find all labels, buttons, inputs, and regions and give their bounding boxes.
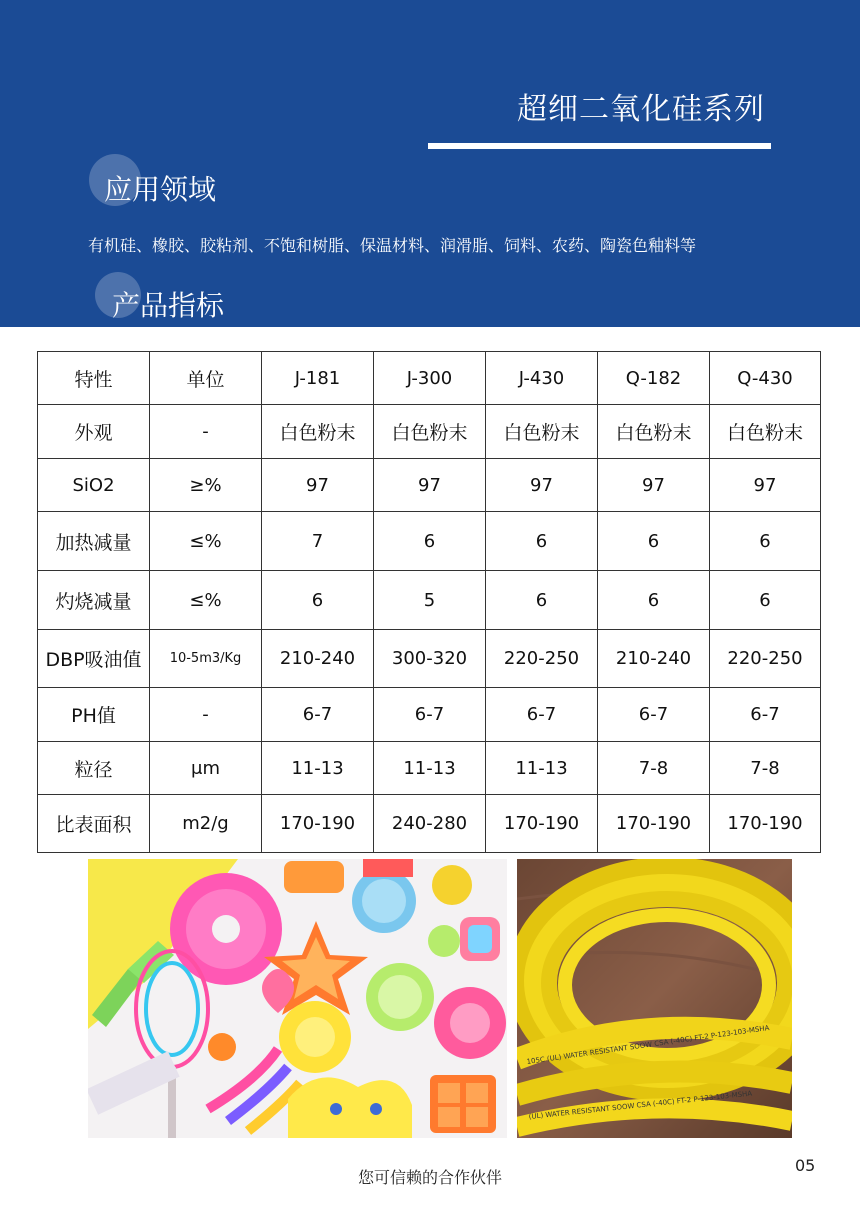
table-cell: 220-250 <box>486 630 598 688</box>
table-row <box>38 630 821 688</box>
series-title: 超细二氧化硅系列 <box>517 92 765 127</box>
header-banner <box>0 0 860 327</box>
page-number: 05 <box>795 1156 816 1175</box>
table-row <box>38 459 821 512</box>
table-cell: 加热减量 <box>38 512 150 571</box>
application-heading: 应用领域 <box>104 173 217 206</box>
table-cell: 7-8 <box>710 742 821 795</box>
table-cell: 210-240 <box>598 630 710 688</box>
table-cell: 170-190 <box>710 795 821 853</box>
table-cell: 7 <box>262 512 374 571</box>
table-cell: 300-320 <box>374 630 486 688</box>
table-row <box>38 688 821 742</box>
table-cell: 220-250 <box>710 630 821 688</box>
table-cell: 白色粉末 <box>710 405 821 459</box>
table-header-cell: J-181 <box>262 352 374 405</box>
table-cell: 6 <box>598 512 710 571</box>
table-cell: 97 <box>486 459 598 512</box>
table-cell: ≥% <box>150 459 262 512</box>
table-cell: 11-13 <box>262 742 374 795</box>
table-row <box>38 571 821 630</box>
table-cell: 6 <box>374 512 486 571</box>
cable-print-text: 105C (UL) WATER RESISTANT SOOW CSA (-40C) FT-2 P-123-103-MSHA <box>526 1023 770 1066</box>
spec-heading: 产品指标 <box>112 289 225 322</box>
table-cell: - <box>150 405 262 459</box>
table-cell: 170-190 <box>598 795 710 853</box>
table-cell: DBP吸油值 <box>38 630 150 688</box>
table-cell: 11-13 <box>486 742 598 795</box>
table-header-row <box>38 352 821 405</box>
table-cell: 白色粉末 <box>486 405 598 459</box>
table-cell: 粒径 <box>38 742 150 795</box>
table-cell: 11-13 <box>374 742 486 795</box>
table-cell: 白色粉末 <box>598 405 710 459</box>
table-cell: 6 <box>486 571 598 630</box>
table-header-cell: J-430 <box>486 352 598 405</box>
table-cell: PH值 <box>38 688 150 742</box>
table-cell: 97 <box>598 459 710 512</box>
table-cell: 240-280 <box>374 795 486 853</box>
table-cell: 97 <box>374 459 486 512</box>
cable-print-text: (UL) WATER RESISTANT SOOW CSA (-40C) FT-2 P-123-103-MSHA <box>528 1089 753 1121</box>
table-cell: 6 <box>262 571 374 630</box>
table-cell: 210-240 <box>262 630 374 688</box>
table-cell: ≤% <box>150 512 262 571</box>
footer-tagline: 您可信赖的合作伙伴 <box>357 1168 502 1187</box>
silicone-bakeware-photo <box>88 859 507 1138</box>
table-cell: 外观 <box>38 405 150 459</box>
table-cell: 6-7 <box>598 688 710 742</box>
table-cell: SiO2 <box>38 459 150 512</box>
table-cell: ≤% <box>150 571 262 630</box>
table-cell: 白色粉末 <box>374 405 486 459</box>
table-cell: 白色粉末 <box>262 405 374 459</box>
table-cell: 6-7 <box>374 688 486 742</box>
table-row <box>38 742 821 795</box>
table-cell: 6 <box>486 512 598 571</box>
table-cell: 6-7 <box>262 688 374 742</box>
table-cell: - <box>150 688 262 742</box>
application-text: 有机硅、橡胶、胶粘剂、不饱和树脂、保温材料、润滑脂、饲料、农药、陶瓷色釉料等 <box>88 236 697 255</box>
table-row <box>38 405 821 459</box>
table-cell: 10-5m3/Kg <box>150 630 262 688</box>
table-cell: 97 <box>262 459 374 512</box>
table-cell: 灼烧减量 <box>38 571 150 630</box>
yellow-cable-photo <box>517 859 792 1138</box>
table-row <box>38 512 821 571</box>
table-cell: 6-7 <box>486 688 598 742</box>
table-header-cell: 单位 <box>150 352 262 405</box>
table-cell: 比表面积 <box>38 795 150 853</box>
spec-table <box>37 351 821 853</box>
table-cell: 6 <box>710 512 821 571</box>
table-cell: 6 <box>710 571 821 630</box>
table-header-cell: 特性 <box>38 352 150 405</box>
table-cell: 6 <box>598 571 710 630</box>
title-underline <box>428 143 771 149</box>
table-cell: 170-190 <box>486 795 598 853</box>
table-cell: m2/g <box>150 795 262 853</box>
table-row <box>38 795 821 853</box>
table-cell: 170-190 <box>262 795 374 853</box>
table-header-cell: Q-430 <box>710 352 821 405</box>
table-cell: 5 <box>374 571 486 630</box>
table-cell: 6-7 <box>710 688 821 742</box>
table-cell: 97 <box>710 459 821 512</box>
table-cell: 7-8 <box>598 742 710 795</box>
table-cell: μm <box>150 742 262 795</box>
table-header-cell: Q-182 <box>598 352 710 405</box>
table-header-cell: J-300 <box>374 352 486 405</box>
